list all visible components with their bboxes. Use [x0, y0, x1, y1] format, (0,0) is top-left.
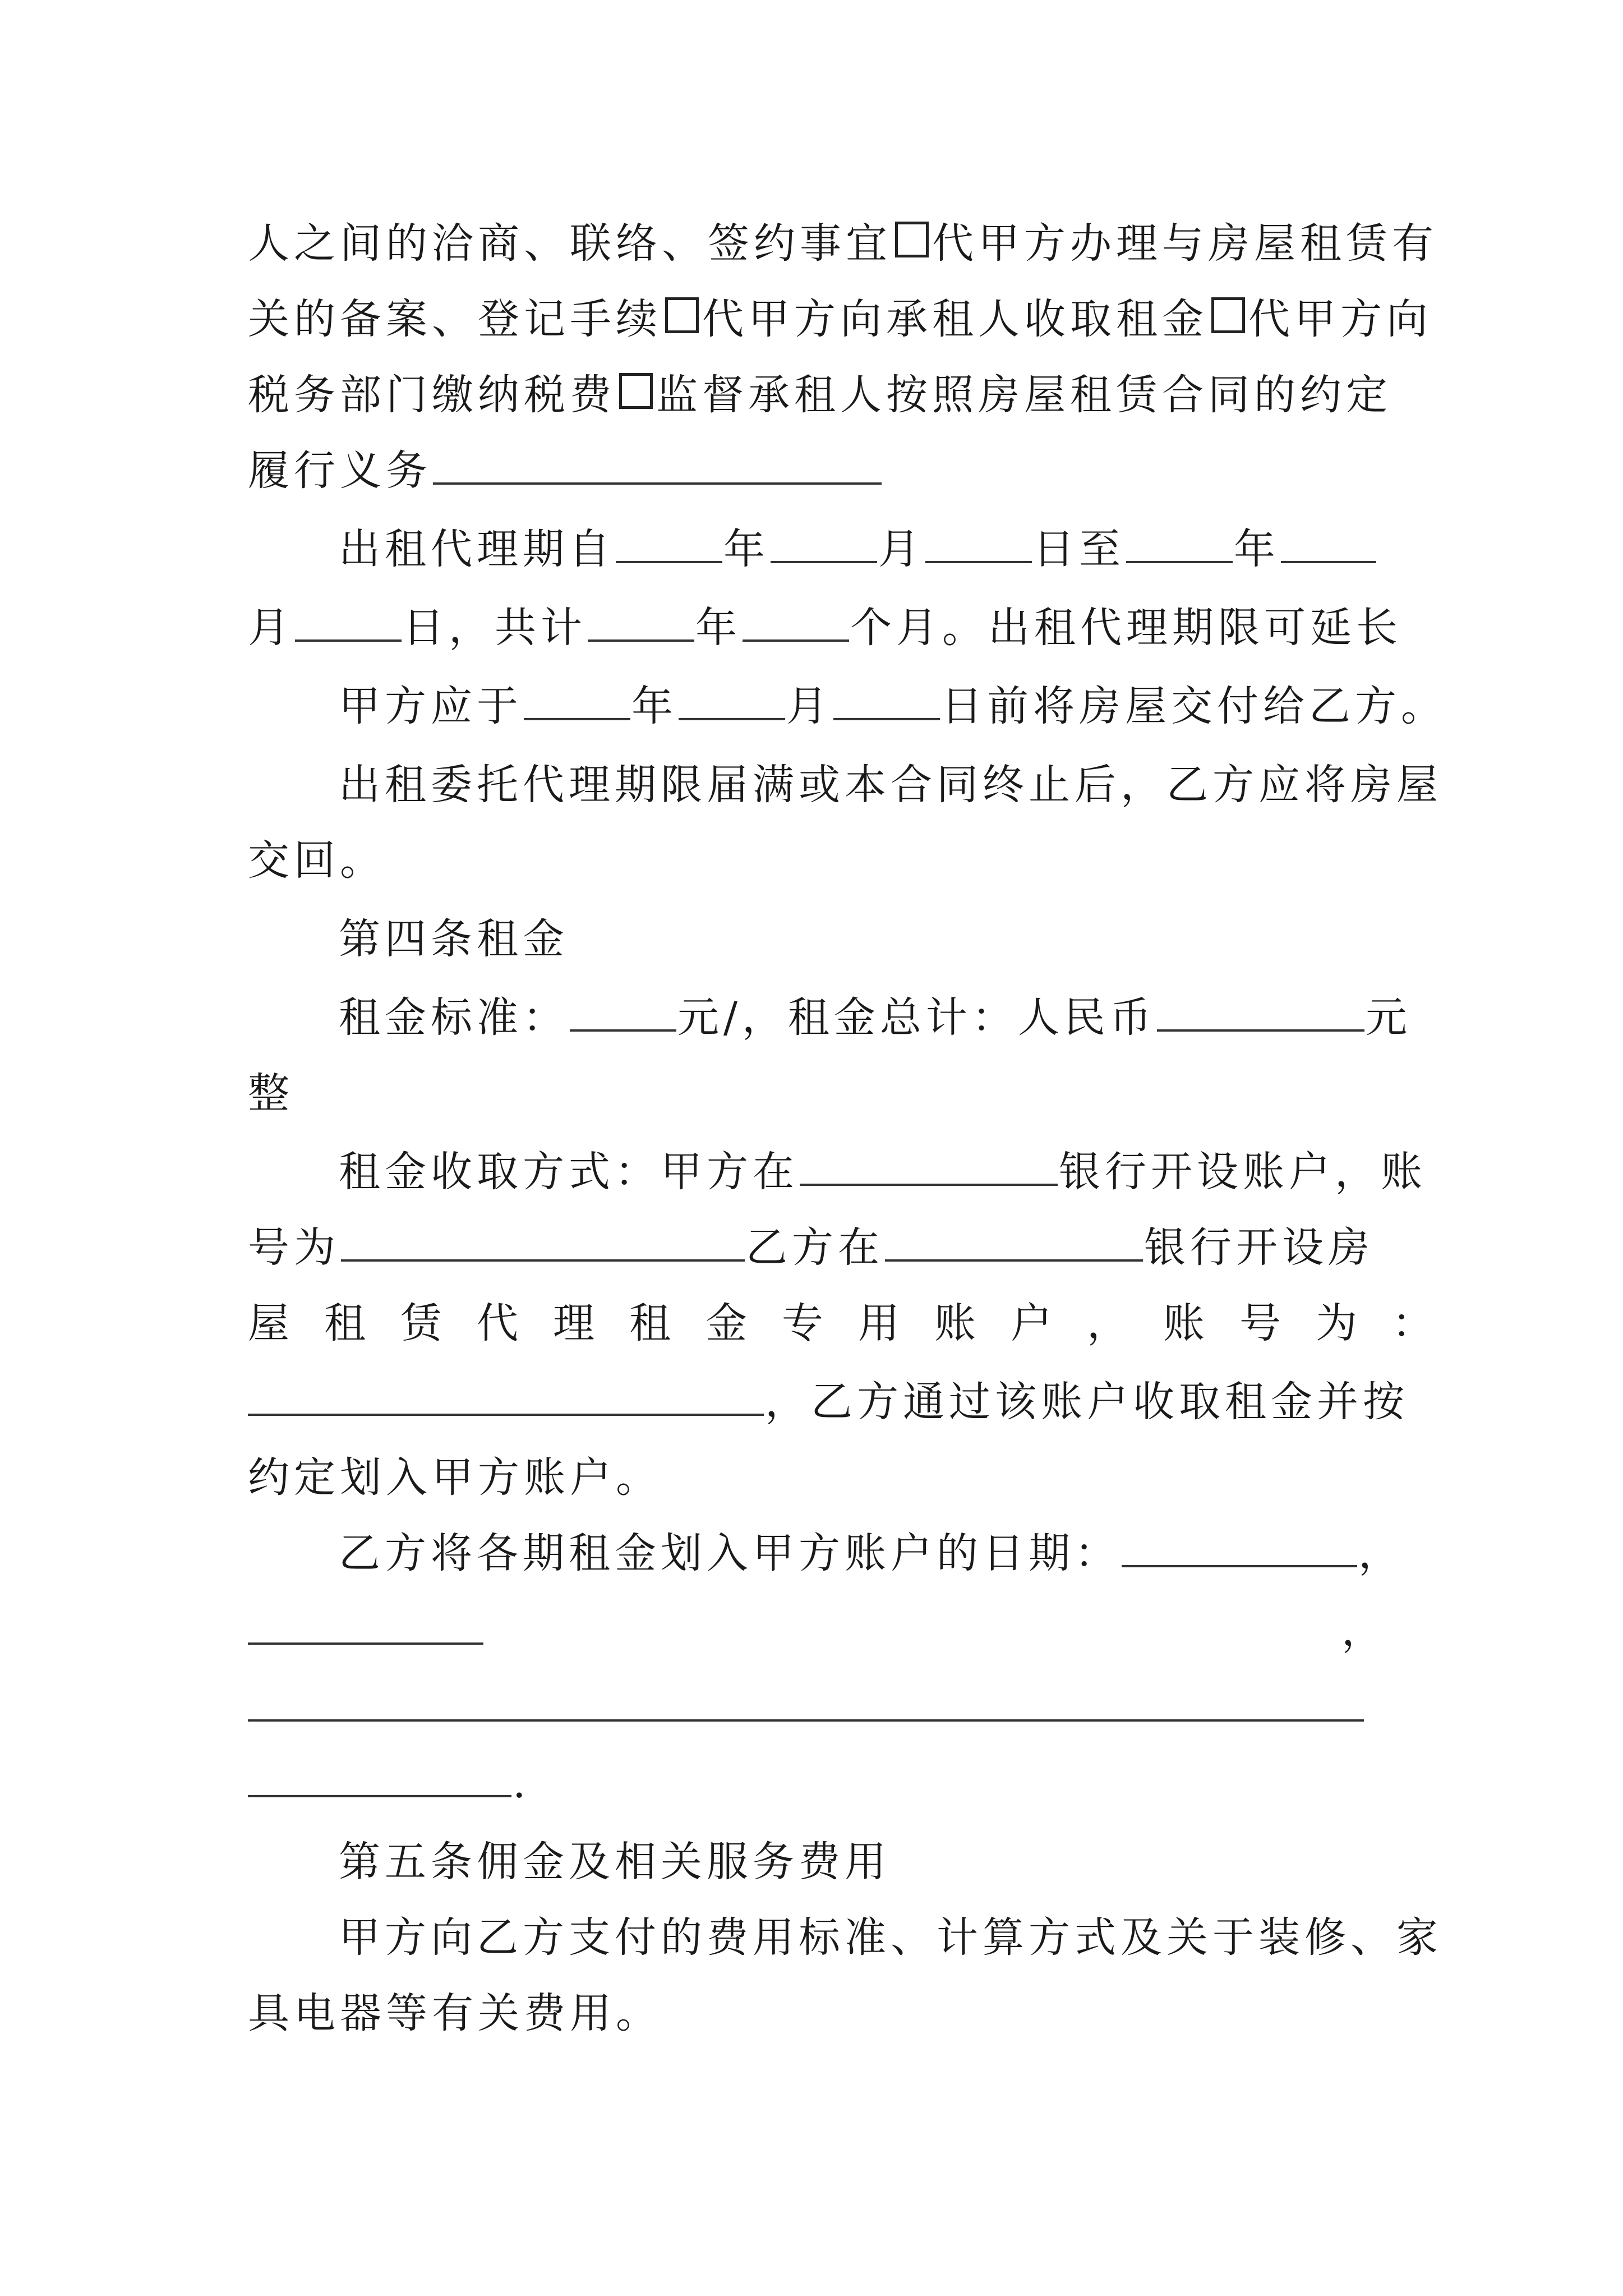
checkbox[interactable]	[895, 222, 929, 257]
text-span: 代甲方向	[1248, 295, 1432, 343]
heading-text: 第四条租金	[339, 915, 569, 963]
text-span: 出租委托代理期限届满或本合同终止后，乙方应将房屋	[339, 761, 1442, 809]
text-span: 乙方在	[746, 1223, 884, 1272]
blank-field[interactable]	[771, 528, 877, 563]
text-span: 号为	[248, 1223, 340, 1272]
text-span: 日至	[1033, 525, 1125, 573]
text-span: 月	[878, 525, 924, 573]
blank-field[interactable]	[833, 685, 940, 720]
text-span: 租金收取方式：甲方在	[339, 1148, 799, 1196]
text-span: .	[513, 1759, 531, 1807]
text-line	[248, 1439, 1392, 1516]
text-span: 年	[695, 604, 741, 652]
text-span: 年	[723, 525, 769, 573]
text-line	[248, 1975, 1392, 2052]
text-span: 履行义务	[248, 447, 432, 495]
blank-field[interactable]	[800, 1151, 1058, 1186]
text-span: 甲方向乙方支付的费用标准、计算方式及关于装修、家	[339, 1913, 1442, 1962]
blank-field[interactable]	[588, 607, 694, 642]
text-span: 代甲方向承租人收取租金	[702, 295, 1208, 343]
blank-field[interactable]	[341, 1227, 745, 1262]
text-line	[339, 1515, 1404, 1592]
blank-field[interactable]	[295, 607, 402, 642]
text-span: 元/，租金总计：人民币	[677, 993, 1156, 1042]
text-span: 个月。出租代理期限可延长	[850, 604, 1402, 652]
text-span: 元	[1365, 993, 1412, 1042]
blank-field[interactable]	[925, 528, 1032, 563]
text-span: ，	[1358, 1529, 1404, 1577]
heading-text: 第五条佣金及相关服务费用	[339, 1838, 891, 1886]
text-line	[248, 1363, 1409, 1441]
blank-field[interactable]	[1122, 1533, 1357, 1567]
blank-field[interactable]	[570, 997, 676, 1032]
text-line	[248, 280, 1432, 358]
blank-field[interactable]	[1126, 528, 1233, 563]
text-span: 关的备案、登记手续	[248, 295, 662, 343]
blank-field[interactable]	[433, 450, 882, 485]
text-span: 交回。	[248, 836, 386, 885]
text-span: 整	[248, 1069, 294, 1117]
text-line	[248, 432, 1392, 509]
text-line	[248, 1745, 1392, 1822]
blank-field[interactable]	[679, 685, 785, 720]
text-line	[248, 1209, 1392, 1286]
text-span: ，	[1341, 1607, 1387, 1655]
text-span: 约定划入甲方账户。	[248, 1453, 662, 1502]
section-heading	[339, 1823, 1392, 1901]
blank-field[interactable]	[885, 1227, 1143, 1262]
blank-field[interactable]	[743, 607, 849, 642]
text-line	[248, 205, 1438, 282]
text-span: 银行开设账户，账	[1059, 1148, 1427, 1196]
text-span: 日前将房屋交付给乙方。	[941, 682, 1447, 730]
text-span: 年	[1234, 525, 1280, 573]
text-line	[339, 979, 1412, 1056]
text-line	[248, 356, 1392, 434]
text-span: 具电器等有关费用。	[248, 1989, 662, 2037]
checkbox[interactable]	[1211, 297, 1245, 333]
text-span: 甲方应于	[339, 682, 523, 730]
blank-field[interactable]	[616, 528, 722, 563]
text-span: 监督承租人按照房屋租赁合同的约定	[656, 371, 1392, 419]
text-span: 乙方将各期租金划入甲方账户的日期：	[339, 1529, 1121, 1577]
text-span: 屋租赁代理租金专用账户，账号为：	[248, 1299, 1468, 1347]
text-line	[248, 1592, 1392, 1669]
blank-field[interactable]	[248, 1763, 511, 1797]
text-span: 月	[248, 604, 294, 652]
text-span: 年	[631, 682, 677, 730]
text-span: 月	[786, 682, 832, 730]
text-line	[248, 822, 1392, 899]
blank-field[interactable]	[248, 1687, 1364, 1722]
text-line	[248, 1055, 1392, 1132]
text-line	[339, 668, 1447, 745]
text-line	[339, 1133, 1427, 1211]
text-line	[248, 589, 1402, 666]
checkbox[interactable]	[619, 373, 653, 409]
blank-field[interactable]	[1281, 528, 1376, 563]
text-line	[339, 746, 1442, 823]
blank-field[interactable]	[248, 1610, 483, 1645]
section-heading	[339, 900, 1392, 978]
text-span: ，乙方通过该账户收取租金并按	[765, 1378, 1409, 1426]
blank-field[interactable]	[1157, 997, 1364, 1032]
text-span: 代甲方办理与房屋租赁有	[932, 219, 1438, 268]
checkbox[interactable]	[665, 297, 699, 333]
text-line	[339, 510, 1392, 588]
text-span: 人之间的洽商、联络、签约事宜	[248, 219, 892, 268]
text-line	[248, 1669, 1392, 1746]
blank-field[interactable]	[524, 685, 630, 720]
text-span: 银行开设房	[1144, 1223, 1374, 1272]
text-span: 税务部门缴纳税费	[248, 371, 616, 419]
text-span: 出租代理期自	[339, 525, 615, 573]
text-span: 租金标准：	[339, 993, 569, 1042]
text-line	[248, 1285, 1468, 1362]
text-span: 日，共计	[403, 604, 587, 652]
text-line	[339, 1899, 1442, 1976]
blank-field[interactable]	[248, 1381, 764, 1416]
